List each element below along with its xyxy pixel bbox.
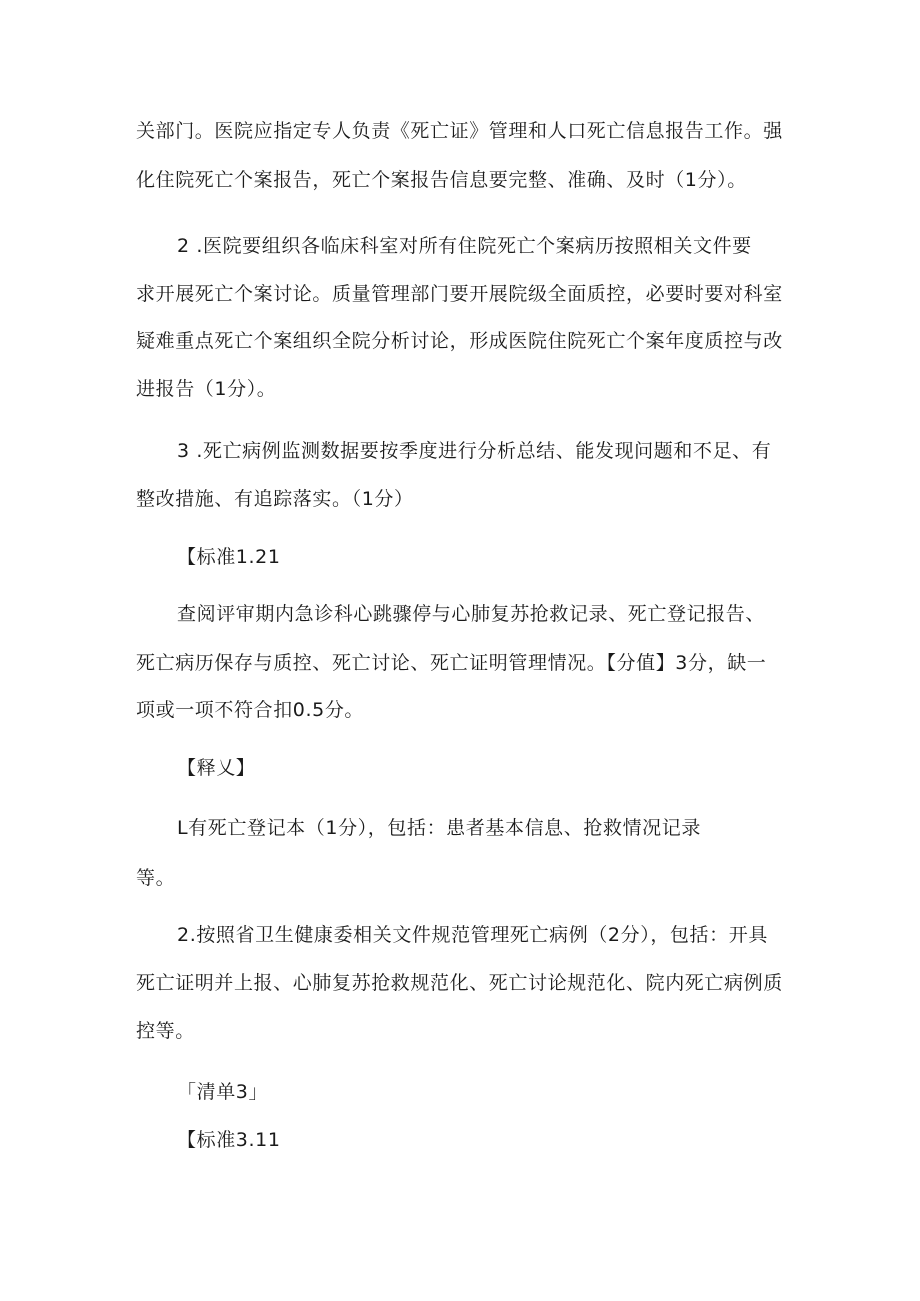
checklist-3-heading: 「清单3」 bbox=[177, 1081, 269, 1103]
paragraph-7-line-1: L有死亡登记本（1分），包括：患者基本信息、抢救情况记录 bbox=[177, 817, 701, 839]
paragraph-5-line-3: 项或一项不符合扣0.5分。 bbox=[136, 699, 365, 721]
paragraph-2-line-1: 2 .医院要组织各临床科室对所有住院死亡个案病历按照相关文件要 bbox=[177, 235, 752, 257]
paragraph-1-line-1: 关部门。医院应指定专人负责《死亡证》管理和人口死亡信息报告工作。强 bbox=[136, 120, 783, 142]
paragraph-7-line-2: 等。 bbox=[136, 867, 176, 889]
paragraph-8-line-3: 控等。 bbox=[136, 1020, 195, 1042]
paragraph-2-line-3: 疑难重点死亡个案组织全院分析讨论，形成医院住院死亡个案年度质控与改 bbox=[136, 330, 783, 352]
paragraph-3-line-1: 3 .死亡病例监测数据要按季度进行分析总结、能发现问题和不足、有 bbox=[177, 440, 772, 462]
paragraph-5-line-2: 死亡病历保存与质控、死亡讨论、死亡证明管理情况。【分值】3分，缺一 bbox=[136, 652, 767, 674]
interpretation-heading: 【释乂】 bbox=[177, 757, 256, 779]
standard-heading-3-11: 【标准3.11 bbox=[177, 1129, 281, 1151]
paragraph-1-line-2: 化住院死亡个案报告，死亡个案报告信息要完整、准确、及时（1分）。 bbox=[136, 169, 747, 191]
standard-heading-1-21: 【标准1.21 bbox=[177, 546, 281, 568]
paragraph-8-line-1: 2.按照省卫生健康委相关文件规范管理死亡病例（2分），包括：开具 bbox=[177, 924, 768, 946]
paragraph-8-line-2: 死亡证明并上报、心肺复苏抢救规范化、死亡讨论规范化、院内死亡病例质 bbox=[136, 972, 783, 994]
paragraph-3-line-2: 整改措施、有追踪落实。（1分） bbox=[136, 488, 414, 510]
paragraph-2-line-2: 求开展死亡个案讨论。质量管理部门要开展院级全面质控，必要时要对科室 bbox=[136, 283, 783, 305]
paragraph-2-line-4: 进报告（1分）。 bbox=[136, 378, 277, 400]
paragraph-5-line-1: 查阅评审期内急诊科心跳骤停与心肺复苏抢救记录、死亡登记报告、 bbox=[177, 603, 766, 625]
